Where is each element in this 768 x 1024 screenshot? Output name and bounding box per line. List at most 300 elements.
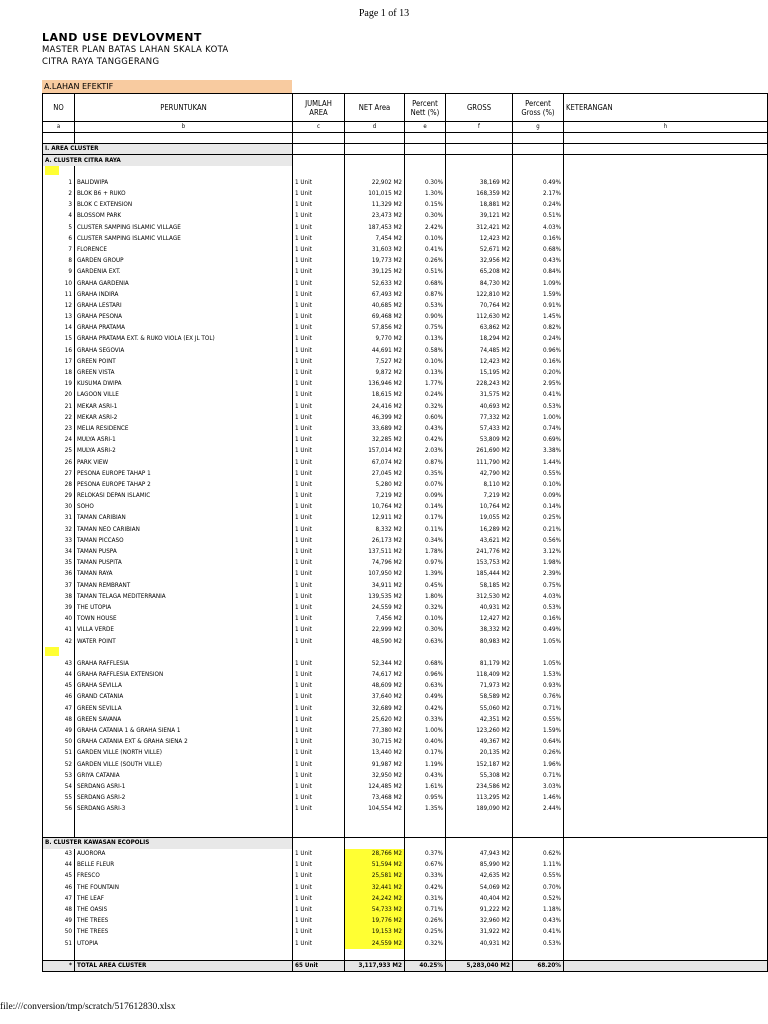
cell-net-area: 107,950 M2 bbox=[345, 569, 405, 580]
cell-percent-nett: 0.68% bbox=[405, 278, 446, 289]
cell-net-area: 74,796 M2 bbox=[345, 558, 405, 569]
cell-peruntukan: FRESCO bbox=[75, 871, 293, 882]
cell-percent-nett: 0.09% bbox=[405, 491, 446, 502]
cell-keterangan bbox=[564, 367, 768, 378]
cell-net-area: 187,453 M2 bbox=[345, 222, 405, 233]
table-row bbox=[43, 300, 768, 311]
cell-jumlah: 1 Unit bbox=[293, 188, 345, 199]
cell-keterangan bbox=[564, 793, 768, 804]
cell-keterangan bbox=[564, 714, 768, 725]
cell-percent-nett: 0.25% bbox=[405, 927, 446, 938]
blank-cell bbox=[564, 133, 768, 144]
cell-peruntukan: TAMAN NEO CARIBIAN bbox=[75, 524, 293, 535]
cell-no: 42 bbox=[43, 636, 75, 647]
table-row bbox=[43, 323, 768, 334]
cell-jumlah: 1 Unit bbox=[293, 457, 345, 468]
cell-percent-nett: 0.30% bbox=[405, 211, 446, 222]
cell-net-area: 51,594 M2 bbox=[345, 860, 405, 871]
cell-net-area: 10,764 M2 bbox=[345, 502, 405, 513]
cell-percent-nett: 1.30% bbox=[405, 188, 446, 199]
cell-percent-gross: 1.53% bbox=[513, 670, 564, 681]
cluster-citra-raya-label: A. CLUSTER CITRA RAYA bbox=[43, 155, 293, 166]
blank-cell bbox=[405, 647, 446, 658]
table-row bbox=[43, 546, 768, 557]
col-letter: e bbox=[405, 122, 446, 133]
cell-net-area: 24,416 M2 bbox=[345, 401, 405, 412]
cell-percent-nett: 0.30% bbox=[405, 625, 446, 636]
cell-no: 45 bbox=[43, 681, 75, 692]
cell-net-area: 40,685 M2 bbox=[345, 300, 405, 311]
blank-cell bbox=[293, 826, 345, 837]
cell-percent-gross: 0.25% bbox=[513, 513, 564, 524]
cell-percent-gross: 0.24% bbox=[513, 200, 564, 211]
blank-cell bbox=[446, 837, 513, 848]
cell-keterangan bbox=[564, 222, 768, 233]
cell-net-area: 139,535 M2 bbox=[345, 591, 405, 602]
cell-peruntukan: TAMAN PUSPITA bbox=[75, 558, 293, 569]
blank-cell bbox=[446, 166, 513, 177]
cell-no: 50 bbox=[43, 927, 75, 938]
cell-keterangan bbox=[564, 334, 768, 345]
cell-no: 40 bbox=[43, 614, 75, 625]
blank-cell bbox=[43, 949, 75, 960]
cell-gross: 153,753 M2 bbox=[446, 558, 513, 569]
blank-row bbox=[43, 949, 768, 960]
cell-percent-gross: 0.24% bbox=[513, 334, 564, 345]
cell-peruntukan: TAMAN CARIBIAN bbox=[75, 513, 293, 524]
document-subtitle-2: CITRA RAYA TANGGERANG bbox=[42, 57, 160, 67]
cell-no: 16 bbox=[43, 345, 75, 356]
blank-cell bbox=[345, 837, 405, 848]
cell-peruntukan: PARK VIEW bbox=[75, 457, 293, 468]
table-row bbox=[43, 804, 768, 815]
cell-percent-nett: 0.49% bbox=[405, 692, 446, 703]
cell-net-area: 69,468 M2 bbox=[345, 312, 405, 323]
blank-cell bbox=[43, 815, 75, 826]
table-row bbox=[43, 513, 768, 524]
header-percent-gross: Percent Gross (%) bbox=[513, 94, 564, 122]
blank-cell bbox=[405, 133, 446, 144]
table-row bbox=[43, 904, 768, 915]
cell-jumlah: 1 Unit bbox=[293, 625, 345, 636]
table-row bbox=[43, 692, 768, 703]
cell-percent-gross: 0.53% bbox=[513, 602, 564, 613]
cell-percent-gross: 2.95% bbox=[513, 379, 564, 390]
cell-jumlah: 1 Unit bbox=[293, 379, 345, 390]
cell-no: 7 bbox=[43, 244, 75, 255]
table-row bbox=[43, 468, 768, 479]
table-row bbox=[43, 793, 768, 804]
cell-peruntukan: GREEN POINT bbox=[75, 356, 293, 367]
cell-peruntukan: GRAHA PESONA bbox=[75, 312, 293, 323]
cell-no: 52 bbox=[43, 759, 75, 770]
table-row bbox=[43, 636, 768, 647]
cell-percent-gross: 0.69% bbox=[513, 435, 564, 446]
cell-no: 49 bbox=[43, 725, 75, 736]
cell-keterangan bbox=[564, 636, 768, 647]
blank-row bbox=[43, 133, 768, 144]
cell-gross: 71,973 M2 bbox=[446, 681, 513, 692]
cell-jumlah: 1 Unit bbox=[293, 781, 345, 792]
cell-no: 31 bbox=[43, 513, 75, 524]
document-title: LAND USE DEVLOVMENT bbox=[42, 31, 202, 44]
header-no: NO bbox=[43, 94, 75, 122]
total-row bbox=[43, 960, 768, 971]
cell-percent-nett: 2.03% bbox=[405, 446, 446, 457]
cell-gross: 20,135 M2 bbox=[446, 748, 513, 759]
cell-gross: 112,630 M2 bbox=[446, 312, 513, 323]
cell-peruntukan: GRAHA CATANIA EXT & GRAHA SIENA 2 bbox=[75, 737, 293, 748]
table-row bbox=[43, 871, 768, 882]
table-row bbox=[43, 211, 768, 222]
cell-percent-gross: 1.96% bbox=[513, 759, 564, 770]
cell-percent-nett: 0.37% bbox=[405, 849, 446, 860]
cell-keterangan bbox=[564, 725, 768, 736]
cell-keterangan bbox=[564, 312, 768, 323]
cell-percent-nett: 0.60% bbox=[405, 412, 446, 423]
cell-no: 28 bbox=[43, 479, 75, 490]
cell-gross: 55,060 M2 bbox=[446, 703, 513, 714]
table-row bbox=[43, 334, 768, 345]
header-gross: GROSS bbox=[446, 94, 513, 122]
col-letter: h bbox=[564, 122, 768, 133]
cell-percent-gross: 0.16% bbox=[513, 233, 564, 244]
cell-percent-nett: 0.42% bbox=[405, 882, 446, 893]
total-cell-keterangan bbox=[564, 960, 768, 971]
cell-no: 15 bbox=[43, 334, 75, 345]
cell-net-area: 19,153 M2 bbox=[345, 927, 405, 938]
cell-jumlah: 1 Unit bbox=[293, 289, 345, 300]
blank-row bbox=[43, 826, 768, 837]
blank-cell bbox=[293, 949, 345, 960]
cell-no: 26 bbox=[43, 457, 75, 468]
cell-gross: 123,260 M2 bbox=[446, 725, 513, 736]
cell-keterangan bbox=[564, 602, 768, 613]
blank-cell bbox=[405, 144, 446, 155]
col-letter: g bbox=[513, 122, 564, 133]
cell-no: 3 bbox=[43, 200, 75, 211]
cell-peruntukan: SOHO bbox=[75, 502, 293, 513]
blank-cell bbox=[345, 155, 405, 166]
cell-keterangan bbox=[564, 938, 768, 949]
cell-peruntukan: GREEN SAVANA bbox=[75, 714, 293, 725]
cell-no: 10 bbox=[43, 278, 75, 289]
table-row bbox=[43, 580, 768, 591]
cell-net-area: 22,999 M2 bbox=[345, 625, 405, 636]
cell-net-area: 24,559 M2 bbox=[345, 938, 405, 949]
cell-net-area: 7,527 M2 bbox=[345, 356, 405, 367]
cell-keterangan bbox=[564, 233, 768, 244]
table-row bbox=[43, 244, 768, 255]
cell-percent-gross: 1.09% bbox=[513, 278, 564, 289]
blank-cell bbox=[75, 949, 293, 960]
cell-keterangan bbox=[564, 904, 768, 915]
cell-jumlah: 1 Unit bbox=[293, 591, 345, 602]
header-row bbox=[43, 94, 768, 122]
cell-gross: 18,294 M2 bbox=[446, 334, 513, 345]
cell-keterangan bbox=[564, 882, 768, 893]
cell-gross: 312,421 M2 bbox=[446, 222, 513, 233]
cell-gross: 40,931 M2 bbox=[446, 602, 513, 613]
cell-percent-gross: 0.68% bbox=[513, 244, 564, 255]
cell-keterangan bbox=[564, 737, 768, 748]
cell-peruntukan: GARDEN VILLE (SOUTH VILLE) bbox=[75, 759, 293, 770]
cell-no: 22 bbox=[43, 412, 75, 423]
cell-jumlah: 1 Unit bbox=[293, 222, 345, 233]
cell-gross: 49,367 M2 bbox=[446, 737, 513, 748]
cell-percent-nett: 0.26% bbox=[405, 916, 446, 927]
cell-net-area: 57,856 M2 bbox=[345, 323, 405, 334]
cell-keterangan bbox=[564, 804, 768, 815]
cell-jumlah: 1 Unit bbox=[293, 658, 345, 669]
cell-no: 6 bbox=[43, 233, 75, 244]
cell-peruntukan: SERDANG ASRI-1 bbox=[75, 781, 293, 792]
cell-gross: 58,589 M2 bbox=[446, 692, 513, 703]
cell-no: 27 bbox=[43, 468, 75, 479]
blank-cell bbox=[405, 166, 446, 177]
cell-percent-gross: 0.71% bbox=[513, 770, 564, 781]
blank-cell bbox=[293, 837, 345, 848]
blank-cell bbox=[405, 949, 446, 960]
table-row bbox=[43, 267, 768, 278]
cell-percent-gross: 0.74% bbox=[513, 423, 564, 434]
cell-jumlah: 1 Unit bbox=[293, 435, 345, 446]
cell-percent-nett: 0.63% bbox=[405, 636, 446, 647]
table-row bbox=[43, 222, 768, 233]
cell-percent-gross: 0.43% bbox=[513, 916, 564, 927]
cluster-kawasan-ecopolis-label: B. CLUSTER KAWASAN ECOPOLIS bbox=[43, 837, 293, 848]
marker-row bbox=[43, 647, 768, 658]
cell-gross: 16,289 M2 bbox=[446, 524, 513, 535]
section-area-cluster-label: I. AREA CLUSTER bbox=[43, 144, 293, 155]
cell-jumlah: 1 Unit bbox=[293, 904, 345, 915]
col-letter: c bbox=[293, 122, 345, 133]
cell-percent-nett: 0.35% bbox=[405, 468, 446, 479]
cell-keterangan bbox=[564, 435, 768, 446]
cell-no: 49 bbox=[43, 916, 75, 927]
cell-gross: 32,956 M2 bbox=[446, 256, 513, 267]
cell-percent-nett: 0.10% bbox=[405, 356, 446, 367]
cell-percent-nett: 1.00% bbox=[405, 725, 446, 736]
cell-keterangan bbox=[564, 860, 768, 871]
table-row bbox=[43, 200, 768, 211]
table-row bbox=[43, 703, 768, 714]
cell-keterangan bbox=[564, 177, 768, 188]
cell-net-area: 52,344 M2 bbox=[345, 658, 405, 669]
cell-gross: 77,332 M2 bbox=[446, 412, 513, 423]
header-percent-nett: Percent Nett (%) bbox=[405, 94, 446, 122]
blank-cell bbox=[513, 144, 564, 155]
cell-net-area: 5,280 M2 bbox=[345, 479, 405, 490]
cell-percent-nett: 0.58% bbox=[405, 345, 446, 356]
header-net-area: NET Area bbox=[345, 94, 405, 122]
cell-keterangan bbox=[564, 379, 768, 390]
cell-percent-gross: 0.43% bbox=[513, 256, 564, 267]
table-row bbox=[43, 748, 768, 759]
cell-keterangan bbox=[564, 569, 768, 580]
cell-gross: 113,295 M2 bbox=[446, 793, 513, 804]
cell-net-area: 8,332 M2 bbox=[345, 524, 405, 535]
cell-no: 54 bbox=[43, 781, 75, 792]
table-row bbox=[43, 602, 768, 613]
table-row bbox=[43, 535, 768, 546]
cell-no: 14 bbox=[43, 323, 75, 334]
cell-keterangan bbox=[564, 479, 768, 490]
cell-jumlah: 1 Unit bbox=[293, 759, 345, 770]
cell-percent-gross: 0.93% bbox=[513, 681, 564, 692]
total-cell-net-area: 3,117,933 M2 bbox=[345, 960, 405, 971]
cell-percent-gross: 0.71% bbox=[513, 703, 564, 714]
cell-peruntukan: MELIA RESIDENCE bbox=[75, 423, 293, 434]
cell-keterangan bbox=[564, 770, 768, 781]
cell-percent-nett: 0.24% bbox=[405, 390, 446, 401]
cell-net-area: 24,242 M2 bbox=[345, 893, 405, 904]
cell-jumlah: 1 Unit bbox=[293, 356, 345, 367]
cell-percent-gross: 0.52% bbox=[513, 893, 564, 904]
cell-keterangan bbox=[564, 546, 768, 557]
cell-keterangan bbox=[564, 491, 768, 502]
table-row bbox=[43, 278, 768, 289]
cell-jumlah: 1 Unit bbox=[293, 535, 345, 546]
total-cell-percent-nett: 40.25% bbox=[405, 960, 446, 971]
cell-peruntukan: GRAHA SEVILLA bbox=[75, 681, 293, 692]
section-area-cluster bbox=[43, 144, 768, 155]
cell-percent-gross: 0.41% bbox=[513, 390, 564, 401]
cell-percent-gross: 1.00% bbox=[513, 412, 564, 423]
cell-peruntukan: LAGOON VILLE bbox=[75, 390, 293, 401]
cell-net-area: 91,987 M2 bbox=[345, 759, 405, 770]
table-row bbox=[43, 390, 768, 401]
cell-keterangan bbox=[564, 580, 768, 591]
table-row bbox=[43, 479, 768, 490]
cell-keterangan bbox=[564, 748, 768, 759]
table-row bbox=[43, 591, 768, 602]
cell-net-area: 37,640 M2 bbox=[345, 692, 405, 703]
cell-keterangan bbox=[564, 390, 768, 401]
table-row bbox=[43, 502, 768, 513]
cell-peruntukan: THE TREES bbox=[75, 927, 293, 938]
cell-net-area: 48,609 M2 bbox=[345, 681, 405, 692]
cell-percent-gross: 1.11% bbox=[513, 860, 564, 871]
cell-keterangan bbox=[564, 658, 768, 669]
cell-net-area: 54,733 M2 bbox=[345, 904, 405, 915]
cell-percent-gross: 0.14% bbox=[513, 502, 564, 513]
cell-no: 48 bbox=[43, 904, 75, 915]
table-row bbox=[43, 289, 768, 300]
cell-no: 11 bbox=[43, 289, 75, 300]
cell-keterangan bbox=[564, 267, 768, 278]
table-row bbox=[43, 412, 768, 423]
cell-peruntukan: GRAHA LESTARI bbox=[75, 300, 293, 311]
blank-cell bbox=[43, 133, 75, 144]
table-row bbox=[43, 491, 768, 502]
total-cell-gross: 5,283,040 M2 bbox=[446, 960, 513, 971]
total-cell-no: * bbox=[43, 960, 75, 971]
cluster-kawasan-ecopolis bbox=[43, 837, 768, 848]
cell-net-area: 137,511 M2 bbox=[345, 546, 405, 557]
cell-peruntukan: BALIDWIPA bbox=[75, 177, 293, 188]
cell-percent-gross: 0.16% bbox=[513, 356, 564, 367]
col-letter: a bbox=[43, 122, 75, 133]
table-row bbox=[43, 177, 768, 188]
header-jumlah-area: JUMLAH AREA bbox=[293, 94, 345, 122]
cell-percent-nett: 0.40% bbox=[405, 737, 446, 748]
cell-no: 4 bbox=[43, 211, 75, 222]
yellow-marker bbox=[45, 647, 59, 656]
cell-jumlah: 1 Unit bbox=[293, 479, 345, 490]
cell-percent-nett: 0.33% bbox=[405, 714, 446, 725]
cell-gross: 312,530 M2 bbox=[446, 591, 513, 602]
cell-gross: 43,621 M2 bbox=[446, 535, 513, 546]
cell-no: 37 bbox=[43, 580, 75, 591]
cell-net-area: 25,620 M2 bbox=[345, 714, 405, 725]
cell-net-area: 44,691 M2 bbox=[345, 345, 405, 356]
cell-percent-nett: 0.32% bbox=[405, 938, 446, 949]
cell-net-area: 39,125 M2 bbox=[345, 267, 405, 278]
cell-peruntukan: MEKAR ASRI-2 bbox=[75, 412, 293, 423]
cell-no: 18 bbox=[43, 367, 75, 378]
blank-cell bbox=[293, 133, 345, 144]
blank-cell bbox=[75, 166, 293, 177]
cell-jumlah: 1 Unit bbox=[293, 725, 345, 736]
cell-percent-nett: 0.31% bbox=[405, 893, 446, 904]
cell-net-area: 67,074 M2 bbox=[345, 457, 405, 468]
cell-net-area: 77,380 M2 bbox=[345, 725, 405, 736]
cell-no: 50 bbox=[43, 737, 75, 748]
cell-jumlah: 1 Unit bbox=[293, 849, 345, 860]
cell-jumlah: 1 Unit bbox=[293, 345, 345, 356]
cell-peruntukan: VILLA VERDE bbox=[75, 625, 293, 636]
cell-jumlah: 1 Unit bbox=[293, 871, 345, 882]
cell-net-area: 18,615 M2 bbox=[345, 390, 405, 401]
cell-no: 32 bbox=[43, 524, 75, 535]
cell-jumlah: 1 Unit bbox=[293, 513, 345, 524]
cell-net-area: 31,603 M2 bbox=[345, 244, 405, 255]
cell-percent-gross: 4.03% bbox=[513, 591, 564, 602]
blank-cell bbox=[345, 166, 405, 177]
cell-percent-gross: 1.44% bbox=[513, 457, 564, 468]
cell-percent-nett: 0.45% bbox=[405, 580, 446, 591]
cell-net-area: 19,776 M2 bbox=[345, 916, 405, 927]
cell-jumlah: 1 Unit bbox=[293, 893, 345, 904]
col-letter: f bbox=[446, 122, 513, 133]
cell-net-area: 19,773 M2 bbox=[345, 256, 405, 267]
cell-percent-nett: 0.41% bbox=[405, 244, 446, 255]
cell-peruntukan: THE OASIS bbox=[75, 904, 293, 915]
table-row bbox=[43, 435, 768, 446]
cell-percent-gross: 0.09% bbox=[513, 491, 564, 502]
cell-net-area: 104,554 M2 bbox=[345, 804, 405, 815]
cell-percent-nett: 0.32% bbox=[405, 602, 446, 613]
cell-gross: 8,110 M2 bbox=[446, 479, 513, 490]
cell-jumlah: 1 Unit bbox=[293, 412, 345, 423]
cell-no: 33 bbox=[43, 535, 75, 546]
cell-percent-nett: 0.34% bbox=[405, 535, 446, 546]
table-row bbox=[43, 446, 768, 457]
blank-cell bbox=[405, 826, 446, 837]
cell-no: 44 bbox=[43, 670, 75, 681]
cell-jumlah: 1 Unit bbox=[293, 367, 345, 378]
cell-no: 9 bbox=[43, 267, 75, 278]
land-use-table bbox=[42, 93, 768, 972]
cell-keterangan bbox=[564, 614, 768, 625]
cell-no: 36 bbox=[43, 569, 75, 580]
cell-net-area: 9,872 M2 bbox=[345, 367, 405, 378]
cell-percent-gross: 1.05% bbox=[513, 636, 564, 647]
cell-no: 17 bbox=[43, 356, 75, 367]
cell-no: 39 bbox=[43, 602, 75, 613]
cell-net-area: 12,911 M2 bbox=[345, 513, 405, 524]
